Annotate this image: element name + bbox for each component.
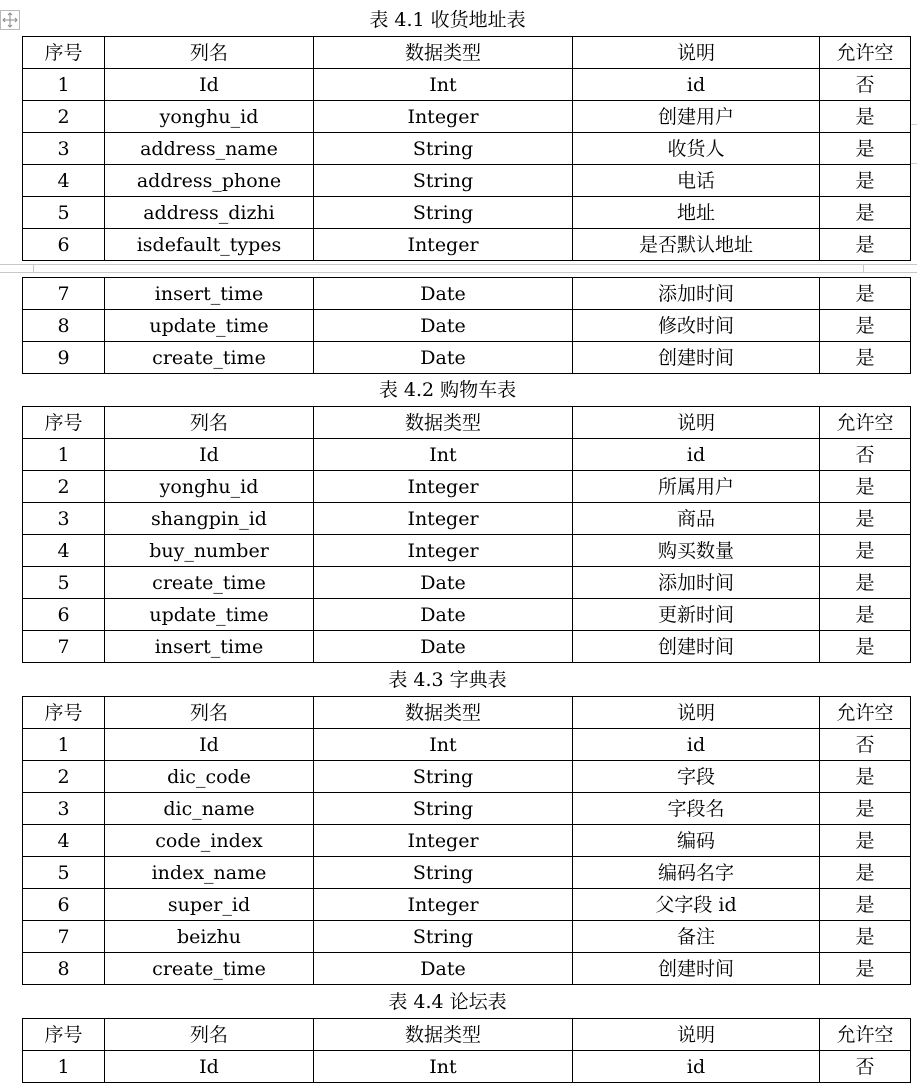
table-row <box>23 1051 911 1083</box>
cell-description: 添加时间 <box>573 567 820 599</box>
cell-column-name: shangpin_id <box>105 503 314 535</box>
cell-column-name: address_phone <box>105 165 314 197</box>
cell-index: 1 <box>23 729 105 761</box>
header-column-name: 列名 <box>105 407 314 439</box>
header-index: 序号 <box>23 697 105 729</box>
cell-nullable: 是 <box>820 133 911 165</box>
cell-description: 地址 <box>573 197 820 229</box>
table-row <box>23 921 911 953</box>
header-description: 说明 <box>573 1019 820 1051</box>
table-row <box>23 278 911 310</box>
cell-data-type: Date <box>314 278 573 310</box>
cell-column-name: Id <box>105 439 314 471</box>
cell-column-name: buy_number <box>105 535 314 567</box>
table-row <box>23 761 911 793</box>
cell-index: 5 <box>23 857 105 889</box>
cell-column-name: Id <box>105 69 314 101</box>
cell-column-name: dic_name <box>105 793 314 825</box>
cell-data-type: Date <box>314 310 573 342</box>
cell-description: 编码 <box>573 825 820 857</box>
cell-column-name: create_time <box>105 953 314 985</box>
cell-index: 4 <box>23 165 105 197</box>
cell-data-type: Int <box>314 69 573 101</box>
cell-nullable: 是 <box>820 197 911 229</box>
header-column-name: 列名 <box>105 697 314 729</box>
cell-data-type: Integer <box>314 101 573 133</box>
cell-column-name: beizhu <box>105 921 314 953</box>
cell-description: 电话 <box>573 165 820 197</box>
cell-index: 7 <box>23 278 105 310</box>
cell-data-type: Date <box>314 342 573 374</box>
cell-description: id <box>573 439 820 471</box>
cell-data-type: Int <box>314 439 573 471</box>
cell-data-type: Date <box>314 567 573 599</box>
table-address <box>22 36 911 261</box>
cell-nullable: 是 <box>820 101 911 133</box>
cell-index: 3 <box>23 503 105 535</box>
cell-data-type: String <box>314 165 573 197</box>
table-row <box>23 567 911 599</box>
cell-index: 6 <box>23 889 105 921</box>
cell-nullable: 是 <box>820 503 911 535</box>
cell-description: 添加时间 <box>573 278 820 310</box>
cell-column-name: create_time <box>105 342 314 374</box>
table-forum <box>22 1018 911 1083</box>
table-cart <box>22 406 911 663</box>
cell-nullable: 是 <box>820 921 911 953</box>
table-row <box>23 889 911 921</box>
cell-description: 更新时间 <box>573 599 820 631</box>
cell-column-name: code_index <box>105 825 314 857</box>
cell-nullable: 是 <box>820 567 911 599</box>
cell-nullable: 是 <box>820 471 911 503</box>
table-address-continued <box>22 277 911 374</box>
margin-marker <box>910 124 917 164</box>
cell-index: 7 <box>23 921 105 953</box>
cell-data-type: String <box>314 793 573 825</box>
cell-nullable: 否 <box>820 729 911 761</box>
header-index: 序号 <box>23 37 105 69</box>
cell-index: 4 <box>23 535 105 567</box>
cell-description: 字段 <box>573 761 820 793</box>
table-row <box>23 729 911 761</box>
cell-column-name: dic_code <box>105 761 314 793</box>
table-row <box>23 165 911 197</box>
table-row <box>23 69 911 101</box>
table-header-row <box>23 1019 911 1051</box>
table-header-row <box>23 697 911 729</box>
table-row <box>23 439 911 471</box>
cell-data-type: Integer <box>314 825 573 857</box>
cell-description: id <box>573 69 820 101</box>
cell-column-name: yonghu_id <box>105 471 314 503</box>
cell-data-type: Date <box>314 599 573 631</box>
cell-description: id <box>573 1051 820 1083</box>
header-nullable: 允许空 <box>820 37 911 69</box>
header-data-type: 数据类型 <box>314 407 573 439</box>
table-caption: 表 4.4 论坛表 <box>388 991 507 1013</box>
table-row <box>23 229 911 261</box>
cell-nullable: 是 <box>820 857 911 889</box>
cell-description: 父字段 id <box>573 889 820 921</box>
cell-description: 购买数量 <box>573 535 820 567</box>
table-row <box>23 857 911 889</box>
cell-column-name: update_time <box>105 599 314 631</box>
cell-description: 编码名字 <box>573 857 820 889</box>
cell-column-name: Id <box>105 1051 314 1083</box>
cell-description: 创建时间 <box>573 953 820 985</box>
cell-index: 7 <box>23 631 105 663</box>
cell-index: 1 <box>23 69 105 101</box>
cell-nullable: 是 <box>820 953 911 985</box>
header-data-type: 数据类型 <box>314 37 573 69</box>
cell-description: 备注 <box>573 921 820 953</box>
header-nullable: 允许空 <box>820 697 911 729</box>
cell-data-type: Integer <box>314 471 573 503</box>
cell-description: 修改时间 <box>573 310 820 342</box>
header-data-type: 数据类型 <box>314 1019 573 1051</box>
table-row <box>23 133 911 165</box>
cell-nullable: 是 <box>820 599 911 631</box>
cell-description: 创建时间 <box>573 631 820 663</box>
table-dictionary <box>22 696 911 985</box>
cell-description: 商品 <box>573 503 820 535</box>
header-column-name: 列名 <box>105 1019 314 1051</box>
table-row <box>23 471 911 503</box>
cell-nullable: 是 <box>820 761 911 793</box>
cell-column-name: address_name <box>105 133 314 165</box>
cell-column-name: create_time <box>105 567 314 599</box>
table-caption: 表 4.2 购物车表 <box>378 379 517 401</box>
cell-description: 字段名 <box>573 793 820 825</box>
cell-column-name: yonghu_id <box>105 101 314 133</box>
cell-nullable: 是 <box>820 342 911 374</box>
cell-column-name: insert_time <box>105 278 314 310</box>
cell-index: 6 <box>23 599 105 631</box>
cell-data-type: String <box>314 761 573 793</box>
cell-description: 创建用户 <box>573 101 820 133</box>
cell-description: 所属用户 <box>573 471 820 503</box>
cell-data-type: Integer <box>314 889 573 921</box>
table-caption: 表 4.3 字典表 <box>388 669 507 691</box>
table-row <box>23 825 911 857</box>
header-description: 说明 <box>573 697 820 729</box>
cell-nullable: 是 <box>820 535 911 567</box>
cell-column-name: update_time <box>105 310 314 342</box>
table-row <box>23 197 911 229</box>
cell-index: 1 <box>23 439 105 471</box>
header-description: 说明 <box>573 407 820 439</box>
cell-data-type: Int <box>314 729 573 761</box>
table-row <box>23 342 911 374</box>
cell-column-name: address_dizhi <box>105 197 314 229</box>
cell-index: 5 <box>23 567 105 599</box>
cell-data-type: Int <box>314 1051 573 1083</box>
cell-index: 3 <box>23 133 105 165</box>
cell-index: 2 <box>23 471 105 503</box>
cell-nullable: 是 <box>820 825 911 857</box>
header-column-name: 列名 <box>105 37 314 69</box>
cell-index: 9 <box>23 342 105 374</box>
header-nullable: 允许空 <box>820 1019 911 1051</box>
cell-column-name: index_name <box>105 857 314 889</box>
header-index: 序号 <box>23 407 105 439</box>
cell-data-type: String <box>314 921 573 953</box>
cell-data-type: String <box>314 133 573 165</box>
cell-data-type: Date <box>314 953 573 985</box>
cell-column-name: insert_time <box>105 631 314 663</box>
cell-column-name: Id <box>105 729 314 761</box>
cell-nullable: 是 <box>820 165 911 197</box>
table-row <box>23 503 911 535</box>
cell-index: 3 <box>23 793 105 825</box>
header-description: 说明 <box>573 37 820 69</box>
cell-nullable: 是 <box>820 793 911 825</box>
table-row <box>23 793 911 825</box>
table-row <box>23 599 911 631</box>
cell-description: 创建时间 <box>573 342 820 374</box>
cell-nullable: 是 <box>820 229 911 261</box>
cell-description: 收货人 <box>573 133 820 165</box>
cell-nullable: 是 <box>820 278 911 310</box>
header-data-type: 数据类型 <box>314 697 573 729</box>
cell-nullable: 是 <box>820 631 911 663</box>
cell-index: 2 <box>23 761 105 793</box>
cell-column-name: isdefault_types <box>105 229 314 261</box>
table-header-row <box>23 407 911 439</box>
cell-index: 4 <box>23 825 105 857</box>
cell-index: 1 <box>23 1051 105 1083</box>
page-break <box>0 262 917 278</box>
cell-description: 是否默认地址 <box>573 229 820 261</box>
table-row <box>23 631 911 663</box>
cell-data-type: String <box>314 197 573 229</box>
cell-data-type: String <box>314 857 573 889</box>
table-row <box>23 535 911 567</box>
cell-nullable: 是 <box>820 310 911 342</box>
cell-nullable: 否 <box>820 1051 911 1083</box>
table-caption: 表 4.1 收货地址表 <box>369 9 526 31</box>
cell-data-type: Integer <box>314 503 573 535</box>
cell-index: 8 <box>23 953 105 985</box>
cell-index: 5 <box>23 197 105 229</box>
header-nullable: 允许空 <box>820 407 911 439</box>
cell-index: 8 <box>23 310 105 342</box>
cell-nullable: 否 <box>820 439 911 471</box>
table-row <box>23 953 911 985</box>
cell-column-name: super_id <box>105 889 314 921</box>
cell-index: 6 <box>23 229 105 261</box>
cell-nullable: 否 <box>820 69 911 101</box>
cell-nullable: 是 <box>820 889 911 921</box>
table-header-row <box>23 37 911 69</box>
cell-data-type: Integer <box>314 535 573 567</box>
cell-description: id <box>573 729 820 761</box>
cell-data-type: Date <box>314 631 573 663</box>
table-row <box>23 101 911 133</box>
table-row <box>23 310 911 342</box>
cell-index: 2 <box>23 101 105 133</box>
cell-data-type: Integer <box>314 229 573 261</box>
header-index: 序号 <box>23 1019 105 1051</box>
